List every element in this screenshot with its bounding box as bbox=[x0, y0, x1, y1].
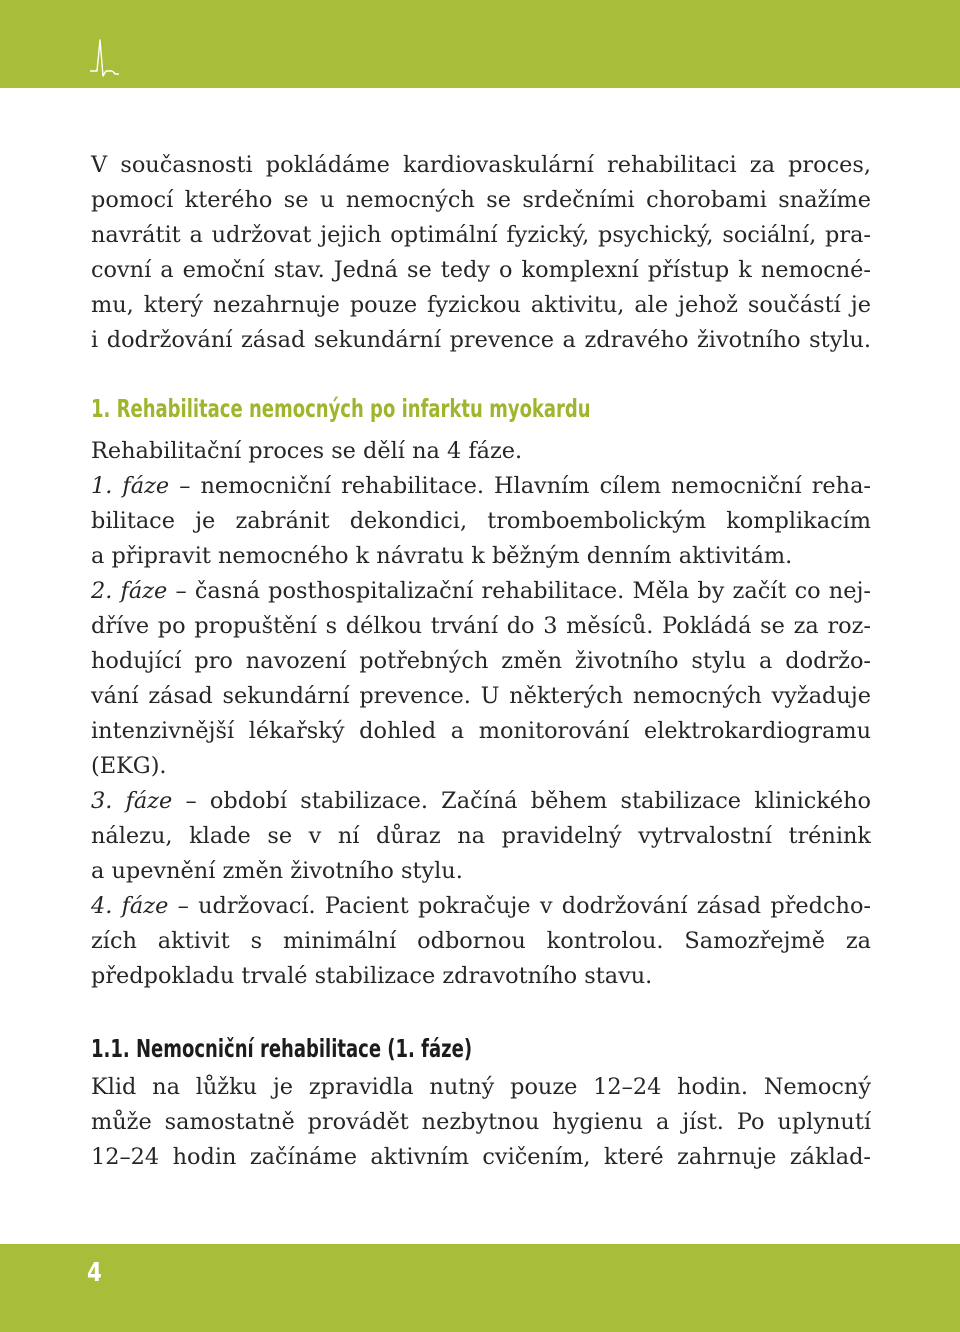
phase-3-line: 3. fáze – období stabilizace. Začíná během stabilizace klinického bbox=[91, 788, 871, 814]
section-heading-1: 1. Rehabilitace nemocných po infarktu myokardu bbox=[91, 394, 591, 423]
text-line: předpokladu trvalé stabilizace zdravotního stavu. bbox=[91, 963, 653, 989]
text-line: (EKG). bbox=[91, 753, 167, 779]
text-line: 12–24 hodin začínáme aktivním cvičením, které zahrnuje základ- bbox=[91, 1144, 871, 1170]
text-line: nálezu, klade se v ní důraz na pravidelný vytrvalostní trénink bbox=[91, 823, 871, 849]
text-line: V současnosti pokládáme kardiovaskulární rehabilitaci za proces, bbox=[91, 152, 871, 178]
phase-2-line: 2. fáze – časná posthospitalizační rehabilitace. Měla by začít co nej- bbox=[91, 578, 871, 604]
text-line: pomocí kterého se u nemocných se srdečními chorobami snažíme bbox=[91, 187, 871, 213]
phase-label: 4. fáze bbox=[91, 893, 169, 919]
section-lead: Rehabilitační proces se dělí na 4 fáze. bbox=[91, 438, 523, 464]
phase-4-line: 4. fáze – udržovací. Pacient pokračuje v dodržování zásad předcho- bbox=[91, 893, 871, 919]
text-line: zích aktivit s minimální odbornou kontrolou. Samozřejmě za bbox=[91, 928, 871, 954]
page-number: 4 bbox=[87, 1258, 102, 1288]
text-line: mu, který nezahrnuje pouze fyzickou aktivitu, ale jehož součástí je bbox=[91, 292, 871, 318]
phase-label: 3. fáze bbox=[91, 788, 173, 814]
phases-paragraph bbox=[91, 434, 871, 994]
text-line: vání zásad sekundární prevence. U některých nemocných vyžaduje bbox=[91, 683, 871, 709]
text-line: hodující pro navození potřebných změn životního stylu a dodržo- bbox=[91, 648, 871, 674]
text-line: i dodržování zásad sekundární prevence a zdravého životního stylu. bbox=[91, 327, 871, 353]
phase-label: 1. fáze bbox=[91, 473, 170, 499]
section-1-1-paragraph bbox=[91, 1070, 871, 1175]
intro-paragraph bbox=[91, 148, 871, 358]
section-heading-1-1: 1.1. Nemocniční rehabilitace (1. fáze) bbox=[91, 1034, 473, 1063]
text-line: a připravit nemocného k návratu k běžným denním aktivitám. bbox=[91, 543, 793, 569]
text-line: intenzivnější lékařský dohled a monitorování elektrokardiogramu bbox=[91, 718, 871, 744]
text-line: Klid na lůžku je zpravidla nutný pouze 12–24 hodin. Nemocný bbox=[91, 1074, 871, 1100]
page-content bbox=[91, 148, 871, 1175]
text-line: covní a emoční stav. Jedná se tedy o komplexní přístup k nemocné- bbox=[91, 257, 871, 283]
text-line: navrátit a udržovat jejich optimální fyzický, psychický, sociální, pra- bbox=[91, 222, 871, 248]
text-line: může samostatně provádět nezbytnou hygienu a jíst. Po uplynutí bbox=[91, 1109, 871, 1135]
phase-1-line: 1. fáze – nemocniční rehabilitace. Hlavním cílem nemocniční reha- bbox=[91, 473, 871, 499]
phase-label: 2. fáze bbox=[91, 578, 168, 604]
header-band bbox=[0, 0, 960, 88]
ecg-heartbeat-icon bbox=[88, 38, 122, 80]
text-line: a upevnění změn životního stylu. bbox=[91, 858, 463, 884]
text-line: bilitace je zabránit dekondici, tromboembolickým komplikacím bbox=[91, 508, 871, 534]
footer-band bbox=[0, 1244, 960, 1332]
text-line: dříve po propuštění s délkou trvání do 3 měsíců. Pokládá se za roz- bbox=[91, 613, 871, 639]
